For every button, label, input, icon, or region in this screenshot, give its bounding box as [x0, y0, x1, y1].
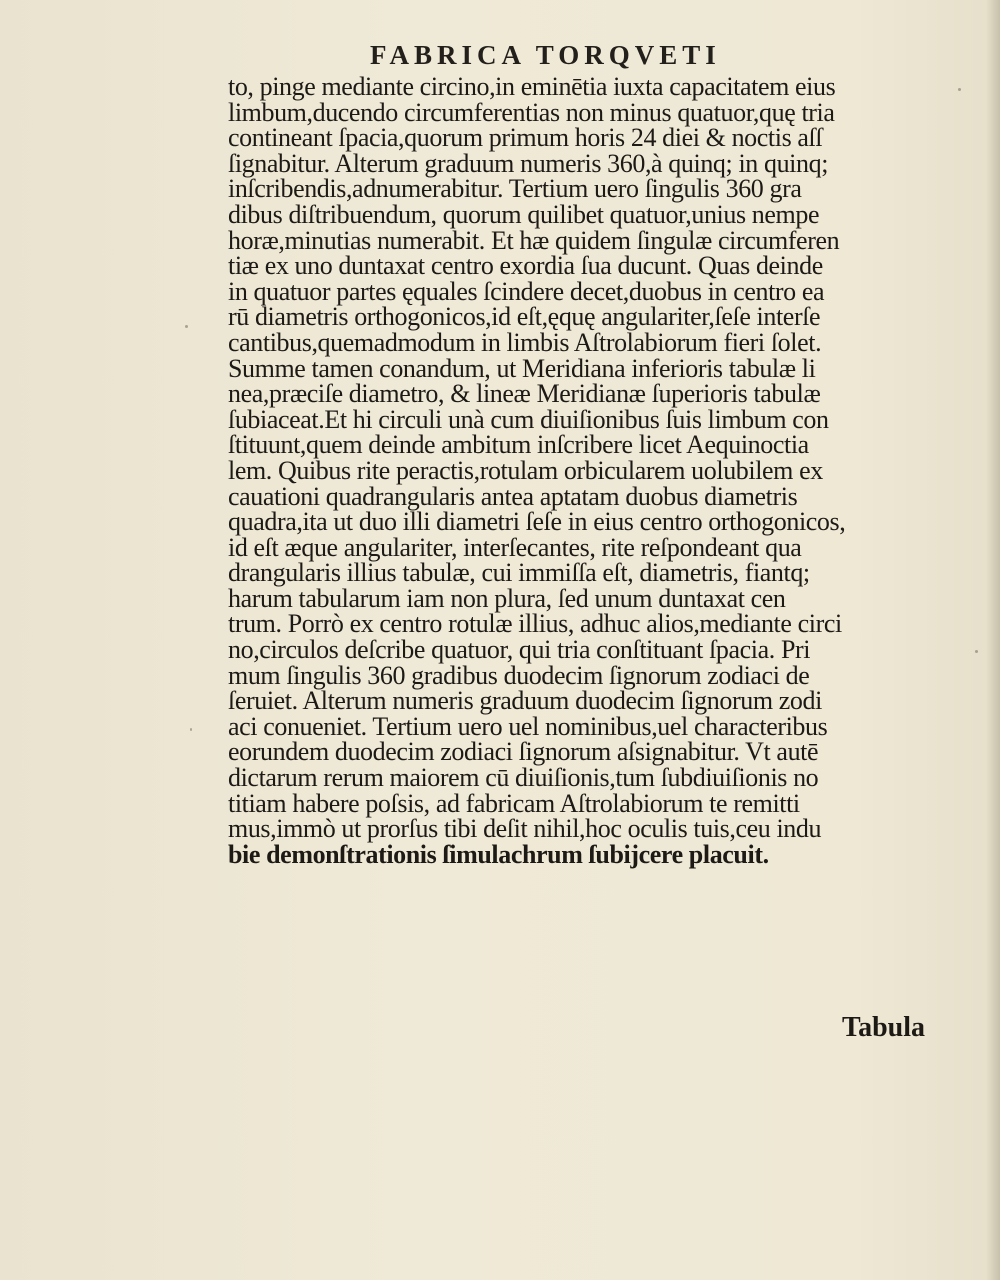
text-line: eorundem duodecim zodiaci ſignorum aſsignabitur. Vt autē — [228, 737, 819, 767]
ink-speck — [190, 728, 192, 731]
text-line: id eſt æque angulariter, interſecantes, rite reſpondeant qua — [228, 532, 802, 562]
text-line: to, pinge mediante circino,in eminētia iuxta capacitatem eius — [228, 72, 836, 101]
text-line: aci conueniet. Tertium uero uel nominibus,uel characteribus — [228, 711, 828, 741]
text-line: dictarum rerum maiorem cū diuiſionis,tum ſubdiuiſionis no — [228, 763, 819, 793]
text-line: contineant ſpacia,quorum primum horis 24 diei & noctis aſſ — [228, 123, 823, 153]
text-line: cantibus,quemadmodum in limbis Aſtrolabiorum fieri ſolet. — [228, 327, 822, 357]
show-through-text — [235, 1030, 935, 1110]
catchword: Tabula — [842, 1012, 926, 1043]
text-line: mum ſingulis 360 gradibus duodecim ſignorum zodiaci de — [228, 660, 810, 690]
text-line: dibus diſtribuendum, quorum quilibet quatuor,unius nempe — [228, 199, 820, 229]
text-line: cauationi quadrangularis antea aptatam duobus diametris — [228, 481, 798, 511]
text-line: quadra,ita ut duo illi diametri ſeſe in eius centro orthogonicos, — [228, 507, 846, 537]
text-line: ſignabitur. Alterum graduum numeris 360,à quinq; in quinq; — [228, 148, 829, 178]
ink-speck — [975, 650, 978, 653]
text-line: nea,præciſe diametro, & lineæ Meridianæ ſuperioris tabulæ — [228, 379, 821, 409]
text-line: harum tabularum iam non plura, ſed unum duntaxat cen — [228, 583, 786, 613]
text-line: rū diametris orthogonicos,id eſt,ęquę angulariter,ſeſe interſe — [228, 302, 821, 332]
text-line: no,circulos deſcribe quatuor, qui tria conſtituant ſpacia. Pri — [228, 635, 811, 665]
text-line: tiæ ex uno duntaxat centro exordia ſua ducunt. Quas deinde — [228, 251, 823, 281]
running-head: FABRICA TORQVETI — [370, 40, 721, 70]
text-line: ſeruiet. Alterum numeris graduum duodecim ſignorum zodi — [228, 686, 822, 716]
text-line: Summe tamen conandum, ut Meridiana inferioris tabulæ li — [228, 353, 816, 383]
text-line: ſtituunt,quem deinde ambitum inſcribere licet Aequinoctia — [228, 430, 809, 460]
text-line: limbum,ducendo circumferentias non minus quatuor,quę tria — [228, 97, 835, 127]
text-line: in quatuor partes ęquales ſcindere decet,duobus in centro ea — [228, 276, 825, 306]
text-line: ſubiaceat.Et hi circuli unà cum diuiſionibus ſuis limbum con — [228, 404, 829, 434]
ink-speck — [185, 325, 188, 328]
text-line: mus,immò ut prorſus tibi deſit nihil,hoc oculis tuis,ceu indu — [228, 814, 822, 844]
ink-speck — [958, 88, 961, 91]
body-text — [228, 74, 934, 867]
text-line: titiam habere poſsis, ad fabricam Aſtrolabiorum te remitti — [228, 788, 800, 818]
text-line: trum. Porrò ex centro rotulæ illius, adhuc alios,mediante circi — [228, 609, 842, 639]
text-line: bie demonſtrationis ſimulachrum ſubijcere placuit. — [228, 839, 769, 869]
page-edge-shadow — [986, 0, 1000, 1280]
text-line: inſcribendis,adnumerabitur. Tertium uero ſingulis 360 gra — [228, 174, 802, 204]
text-line: lem. Quibus rite peractis,rotulam orbicularem uolubilem ex — [228, 455, 823, 485]
text-line: horæ,minutias numerabit. Et hæ quidem ſingulæ circumferen — [228, 225, 840, 255]
text-line: drangularis illius tabulæ, cui immiſſa eſt, diametris, fiantq; — [228, 558, 810, 588]
